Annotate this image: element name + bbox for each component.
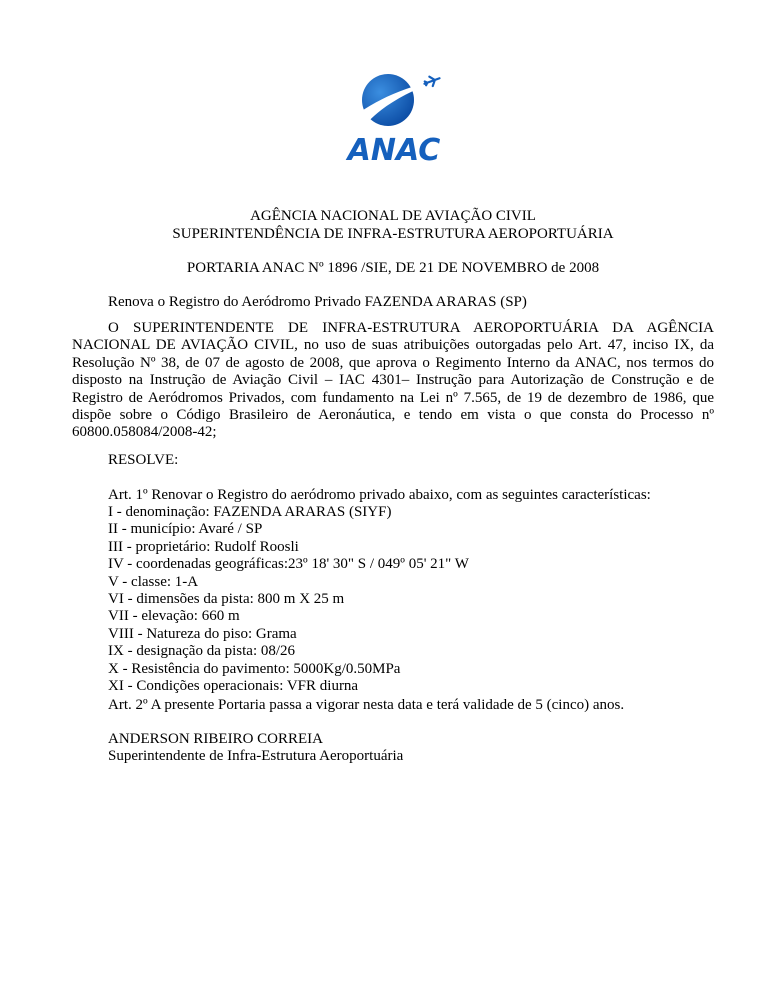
list-item: VIII - Natureza do piso: Grama xyxy=(108,625,297,642)
list-item: I - denominação: FAZENDA ARARAS (SIYF) xyxy=(108,504,392,520)
airplane-icon xyxy=(423,74,441,89)
agency-name: AGÊNCIA NACIONAL DE AVIAÇÃO CIVIL xyxy=(250,208,536,224)
resolve-heading: RESOLVE: xyxy=(108,452,179,468)
list-item: III - proprietário: Rudolf Roosli xyxy=(108,538,299,555)
list-item: IX - designação da pista: 08/26 xyxy=(108,643,296,660)
characteristics-list xyxy=(108,504,714,695)
article-2: Art. 2º A presente Portaria passa a vigorar nesta data e terá validade de 5 (cinco) anos. xyxy=(108,697,625,713)
list-item: VII - elevação: 660 m xyxy=(108,608,240,625)
signatory-name: ANDERSON RIBEIRO CORREIA xyxy=(108,731,324,747)
article-1: Art. 1º Renovar o Registro do aeródromo privado abaixo, com as seguintes características: xyxy=(108,487,651,503)
anac-logo-graphic xyxy=(330,70,458,162)
list-item: II - município: Avaré / SP xyxy=(108,521,263,538)
logo-text: ANAC xyxy=(347,133,441,162)
anac-logo xyxy=(330,70,458,162)
list-item: VI - dimensões da pista: 800 m X 25 m xyxy=(108,590,345,607)
preamble-paragraph: O SUPERINTENDENTE DE INFRA-ESTRUTURA AEROPORTUÁRIA DA AGÊNCIA NACIONAL DE AVIAÇÃO CIVIL, no uso de suas atribuições outorgadas pelo Art. 47, inciso IX, da Resolução Nº 38, de 07 de agosto de 2008, que aprova o Regimento Interno da ANAC, nos termos do disposto na Instrução de Aviação Civil – IAC 4301– Instrução para Autorização de Construção e de Registro de Aeródromos Privados, com fundamento na Lei nº 7.565, de 19 de dezembro de 1986, que dispõe sobre o Código Brasileiro de Aeronáutica, e tendo em vista o que consta do Processo nº 60800.058084/2008-42; xyxy=(72,320,714,441)
list-item: IV - coordenadas geográficas:23º 18' 30" S / 049º 05' 21" W xyxy=(108,556,469,573)
list-item: X - Resistência do pavimento: 5000Kg/0.50MPa xyxy=(108,660,401,677)
ementa: Renova o Registro do Aeródromo Privado FAZENDA ARARAS (SP) xyxy=(108,294,527,310)
superintendency-name: SUPERINTENDÊNCIA DE INFRA-ESTRUTURA AEROPORTUÁRIA xyxy=(172,226,614,242)
list-item: XI - Condições operacionais: VFR diurna xyxy=(108,677,359,694)
list-item: V - classe: 1-A xyxy=(108,573,199,590)
portaria-title: PORTARIA ANAC Nº 1896 /SIE, DE 21 DE NOVEMBRO de 2008 xyxy=(186,260,600,276)
signatory-title: Superintendente de Infra-Estrutura Aeroportuária xyxy=(108,748,404,764)
